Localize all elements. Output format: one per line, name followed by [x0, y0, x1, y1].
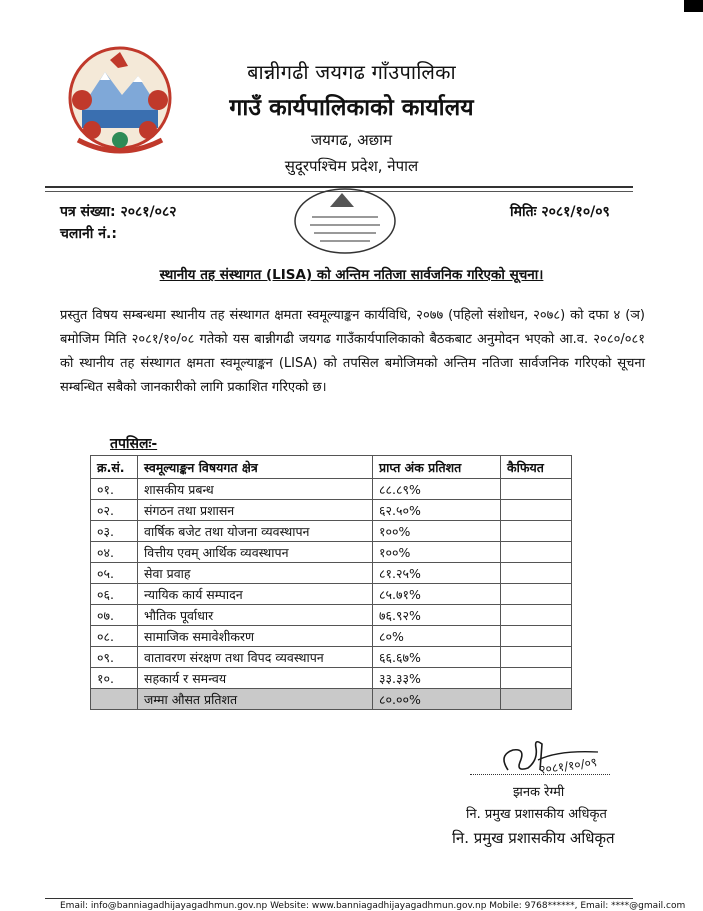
row-sn: १०. — [91, 668, 138, 689]
row-area: शासकीय प्रबन्ध — [138, 479, 373, 500]
row-remarks — [501, 626, 572, 647]
office-seal-stamp — [290, 185, 400, 263]
row-remarks — [501, 563, 572, 584]
row-area: वित्तीय एवम् आर्थिक व्यवस्थापन — [138, 542, 373, 563]
row-sn: ०१. — [91, 479, 138, 500]
address-line-1: जयगढ, अछाम — [310, 131, 393, 149]
row-percent: १००% — [373, 521, 501, 542]
footer-rule — [45, 898, 633, 899]
row-remarks — [501, 668, 572, 689]
row-percent: ८८.८९% — [373, 479, 501, 500]
office-name: गाउँ कार्यपालिकाको कार्यालय — [229, 95, 474, 121]
header-percent: प्राप्त अंक प्रतिशत — [373, 456, 501, 479]
table-total-row — [91, 689, 572, 710]
table-row — [91, 542, 572, 563]
signatory-title: नि. प्रमुख प्रशासकीय अधिकृत — [466, 807, 607, 822]
letter-date — [510, 202, 610, 221]
reference-value: २०८१/०८२ — [120, 204, 177, 220]
table-row — [91, 563, 572, 584]
row-area: वार्षिक बजेट तथा योजना व्यवस्थापन — [138, 521, 373, 542]
table-header-row — [91, 456, 572, 479]
row-percent: ८०% — [373, 626, 501, 647]
signature-line — [470, 774, 610, 775]
total-percent: ८०.००% — [373, 689, 501, 710]
row-percent: ३३.३३% — [373, 668, 501, 689]
notice-body: प्रस्तुत विषय सम्बन्धमा स्थानीय तह संस्थागत क्षमता स्वमूल्याङ्कन कार्यविधि, २०७७ (पहिलो संशोधन, २०७८) को दफा ४ (ञ) बमोजिम मिति २०८१/१०/०८ गतेको यस बान्नीगढी जयगढ गाउँकार्यपालिकाको बैठकबाट अनुमोदन भएको आ.व. २०८०/०८१ को स्थानीय तह संस्थागत क्षमता स्वमूल्याङ्कन (LISA) को तपसिल बमोजिमको अन्तिम नतिजा सार्वजनिक गरिएको सूचना सम्बन्धित सबैको जानकारीको लागि प्रकाशित गरिएको छ। — [60, 308, 645, 395]
row-sn: ०७. — [91, 605, 138, 626]
footer-contact: Email: info@banniagadhijayagadhmun.gov.np Website: www.banniagadhijayagadhmun.gov.np Mobile: 9768******, Email: ****@gmail.com — [60, 901, 686, 911]
signatory-name: झनक रेग्मी — [513, 785, 565, 800]
row-remarks — [501, 647, 572, 668]
row-area: संगठन तथा प्रशासन — [138, 500, 373, 521]
total-sn-cell — [91, 689, 138, 710]
table-row — [91, 647, 572, 668]
table-row — [91, 668, 572, 689]
subject-text: स्थानीय तह संस्थागत (LISA) को अन्तिम नतिजा सार्वजनिक गरिएको सूचना। — [159, 267, 544, 283]
row-area: भौतिक पूर्वाधार — [138, 605, 373, 626]
row-sn: ०४. — [91, 542, 138, 563]
signatory-title-stamp: नि. प्रमुख प्रशासकीय अधिकृत — [452, 829, 615, 847]
org-name: बान्नीगढी जयगढ गाँउपालिका — [247, 60, 456, 84]
row-remarks — [501, 542, 572, 563]
row-sn: ०८. — [91, 626, 138, 647]
row-percent: ६६.६७% — [373, 647, 501, 668]
handwritten-signature — [478, 730, 618, 790]
row-area: सहकार्य र समन्वय — [138, 668, 373, 689]
scan-edge-mark — [684, 0, 703, 12]
row-remarks — [501, 479, 572, 500]
row-sn: ०६. — [91, 584, 138, 605]
row-percent: ८१.२५% — [373, 563, 501, 584]
row-remarks — [501, 584, 572, 605]
row-remarks — [501, 605, 572, 626]
reference-label: पत्र संख्या: — [60, 204, 116, 220]
row-area: वातावरण संरक्षण तथा विपद व्यवस्थापन — [138, 647, 373, 668]
row-area: न्यायिक कार्य सम्पादन — [138, 584, 373, 605]
row-remarks — [501, 500, 572, 521]
date-value: २०८१/१०/०९ — [541, 204, 610, 220]
row-sn: ०३. — [91, 521, 138, 542]
date-label: मितिः — [510, 204, 537, 220]
svg-text:२०८१/१०/०९: २०८१/१०/०९ — [538, 755, 598, 777]
table-row — [91, 605, 572, 626]
row-remarks — [501, 521, 572, 542]
row-area: सेवा प्रवाह — [138, 563, 373, 584]
row-sn: ०२. — [91, 500, 138, 521]
details-label: तपसिलः- — [110, 436, 158, 452]
row-percent: ८५.७१% — [373, 584, 501, 605]
header-area: स्वमूल्याङ्कन विषयगत क्षेत्र — [138, 456, 373, 479]
table-row — [91, 521, 572, 542]
total-label: जम्मा औसत प्रतिशत — [138, 689, 373, 710]
header-sn: क्र.सं. — [91, 456, 138, 479]
notice-subject — [0, 265, 703, 283]
total-remarks-cell — [501, 689, 572, 710]
header-remarks: कैफियत — [501, 456, 572, 479]
table-row — [91, 500, 572, 521]
table-row — [91, 626, 572, 647]
row-sn: ०५. — [91, 563, 138, 584]
results-table — [90, 455, 572, 710]
reference-number — [60, 202, 177, 221]
row-percent: १००% — [373, 542, 501, 563]
row-percent: ७६.९२% — [373, 605, 501, 626]
row-sn: ०९. — [91, 647, 138, 668]
row-percent: ६२.५०% — [373, 500, 501, 521]
dispatch-number-label: चलानी नं.: — [60, 226, 117, 242]
table-row — [91, 584, 572, 605]
row-area: सामाजिक समावेशीकरण — [138, 626, 373, 647]
address-line-2: सुदूरपश्चिम प्रदेश, नेपाल — [284, 157, 419, 175]
table-row — [91, 479, 572, 500]
